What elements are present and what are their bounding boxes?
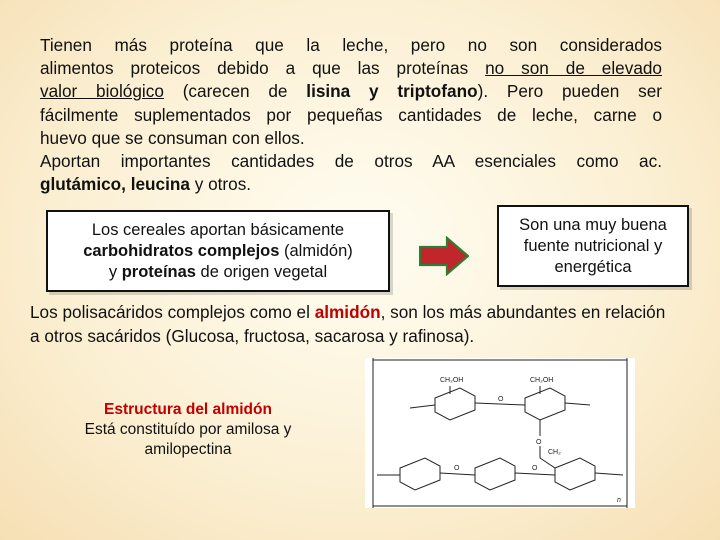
polisacaridos-text: , son los más abundantes en relación a otros sacáridos (Glucosa, fructosa, sacarosa y rafinosa). — [30, 302, 666, 346]
amylopectin-structure-diagram — [365, 358, 635, 508]
cereales-bold-carbohidratos: carbohidratos complejos — [83, 241, 280, 260]
estructura-line-1: Está constituído por amilosa y — [84, 421, 292, 438]
intro-text: ). Pero pueden ser — [477, 81, 663, 102]
cereales-line-1: Los cereales aportan básicamente — [91, 220, 345, 239]
cereales-text: y — [108, 262, 122, 281]
fuente-nutricional-box — [497, 205, 689, 287]
intro-text: (carecen de — [163, 81, 307, 102]
intro-underlined-no-elevado: no son de elevado — [485, 58, 662, 79]
intro-line-5: huevo que se consuman con ellos. — [40, 127, 305, 148]
estructura-caption — [58, 400, 318, 460]
polisacaridos-paragraph — [30, 300, 670, 348]
cereales-text: (almidón) — [279, 241, 353, 260]
intro-paragraph — [40, 34, 662, 196]
ch2-label: CH₂ — [548, 449, 561, 456]
cereales-bold-proteinas: proteínas — [121, 262, 196, 281]
almidon-highlight: almidón — [314, 302, 381, 322]
right-arrow-icon — [419, 236, 469, 276]
oxygen-label: O — [454, 465, 460, 472]
ch2oh-label: CH₂OH — [440, 377, 464, 384]
cereales-text: de origen vegetal — [195, 262, 328, 281]
polisacaridos-text: Los polisacáridos complejos como el — [30, 302, 315, 322]
oxygen-label: O — [536, 439, 542, 446]
intro-text: y otros. — [189, 174, 252, 195]
fuente-text: Son una muy buena fuente nutricional y energética — [519, 215, 667, 276]
oxygen-label: O — [532, 465, 538, 472]
oxygen-label: O — [498, 396, 504, 403]
ch2oh-label: CH₂OH — [530, 377, 554, 384]
intro-line-6: Aportan importantes cantidades de otros AA esenciales como ac. — [40, 151, 662, 172]
estructura-title: Estructura del almidón — [104, 401, 272, 418]
intro-line-2: alimentos proteicos debido a que las proteínas — [40, 58, 469, 79]
estructura-line-2: amilopectina — [144, 441, 232, 458]
n-label: n — [617, 497, 621, 504]
intro-bold-glutamico: glutámico, leucina — [40, 174, 190, 195]
cereales-box — [46, 210, 390, 292]
intro-line-4: fácilmente suplementados por pequeñas cantidades de leche, carne o — [40, 104, 662, 125]
intro-bold-lisina: lisina y triptofano — [306, 81, 478, 102]
intro-underlined-valor-biologico: valor biológico — [40, 81, 164, 102]
intro-line-1: Tienen más proteína que la leche, pero no son considerados — [40, 35, 662, 55]
